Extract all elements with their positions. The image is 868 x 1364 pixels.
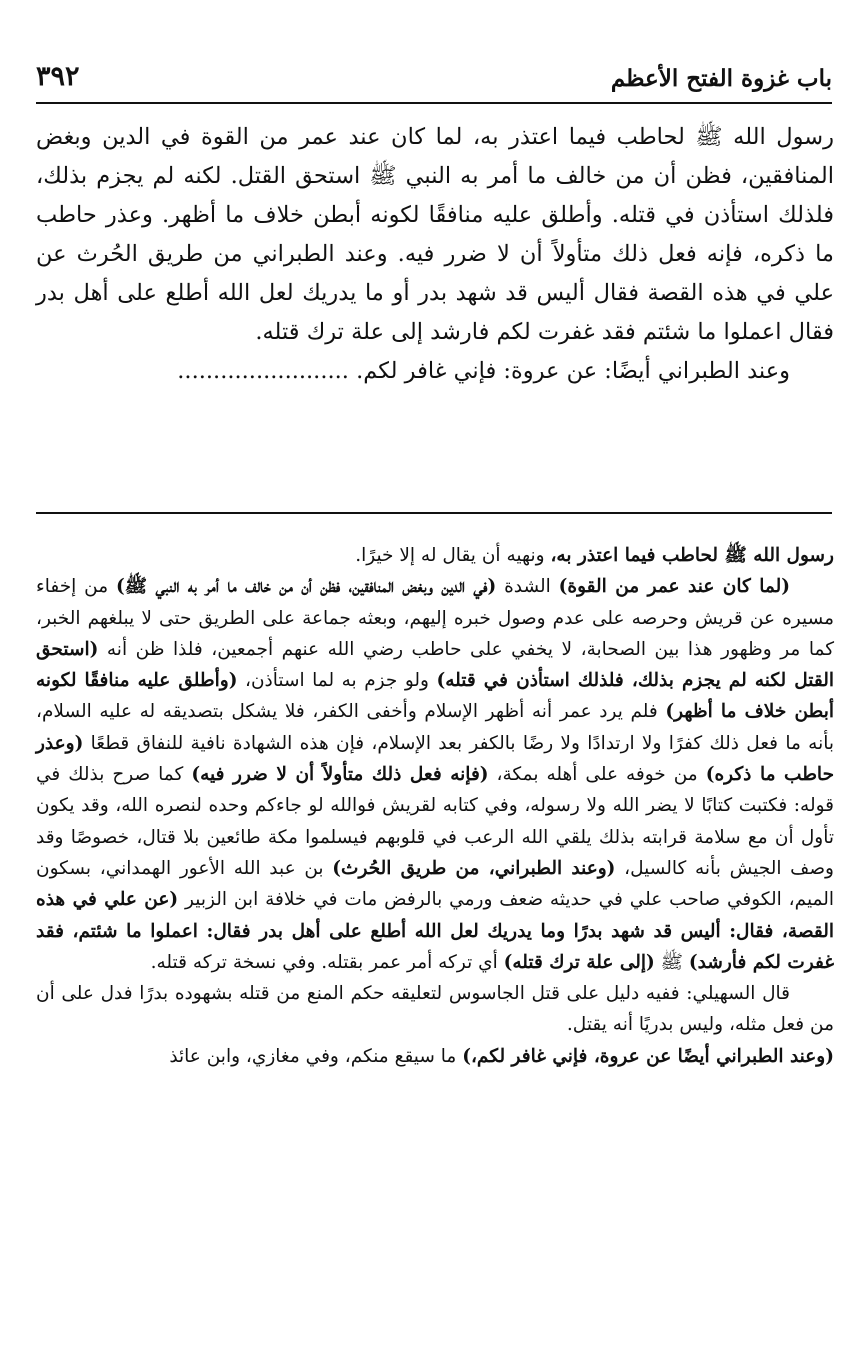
page-header: [36, 58, 832, 92]
commentary-text-run: ﷺ: [654, 951, 689, 973]
page-number: ٣٩٢: [36, 61, 80, 92]
bold-quoted-text: رسول الله ﷺ لحاطب فيما اعتذر به،: [550, 545, 834, 566]
ellipsis-dots: ........................: [177, 358, 349, 384]
main-paragraph-tabarani: [36, 352, 834, 391]
commentary-paragraph: [36, 1041, 834, 1072]
commentary-text-run: فلم يرد عمر أنه أظهر الإسلام وأخفى الكفر، فلا يشكل بتصديقه له عليه السلام، بأنه ما فعل ذلك كفرًا ولا ارتدادًا ولا رضًا بالكفر بعد الإسلام، فإن هذه الشهادة نافية للنفاق قطعًا: [36, 701, 834, 754]
commentary-text-run: بن عبد الله الأعور الهمداني، بسكون الميم، الكوفي صاحب علي في حديثه ضعف ورمي بالرفض مات في خلافة ابن الزبير: [36, 857, 835, 911]
commentary-text-run: كما صرح بذلك في قوله: فكتبت كتابًا لا يضر الله ولا رسوله، وفي كتابه لقريش فوالله لو جاءكم وحده لنصره الله، وقد يكون تأول أن مع سلامة قرابته بذلك يلقي الله الرعب في قلوبهم فيسلموا مكة طائعين بلا قتال، خصوصًا وقد وصف الجيش بأنه كالسيل،: [36, 764, 834, 879]
bold-quoted-text: (عن علي في هذه القصة، فقال: أليس قد شهد بدرًا وما يدريك لعل الله أطلع على أهل بدر فقال: اعملوا ما شئتم، فقد غفرت لكم فأرشد): [36, 889, 834, 973]
main-paragraph: رسول الله ﷺ لحاطب فيما اعتذر به، لما كان عند عمر من القوة في الدين وبغض المنافقين، فظن أن من خالف ما أمر به النبي ﷺ استحق القتل. لكنه لم يجزم بذلك، فلذلك استأذن في قتله. وأطلق عليه منافقًا لكونه أبطن خلاف ما أظهر. وعذر حاطب ما ذكره، فإنه فعل ذلك متأولاً أن لا ضرر فيه. وعند الطبراني من طريق الحُرث عن علي في هذه القصة فقال أليس قد شهد بدر أو ما يدريك لعل الله أطلع على أهل بدر فقال اعملوا ما شئتم فقد غفرت لكم فارشد إلى علة ترك قتله.: [36, 124, 834, 345]
commentary-text-run: ولو جزم به لما استأذن،: [237, 670, 437, 692]
running-title: باب غزوة الفتح الأعظم: [610, 65, 832, 92]
commentary-text-run: من خوفه على أهله بمكة،: [488, 764, 706, 786]
commentary-text-run: ما سيقع منكم، وفي مغازي، وابن عائذ: [169, 1045, 463, 1067]
header-rule: [36, 102, 832, 104]
bold-quoted-text: (وعذر حاطب ما ذكره): [36, 732, 835, 786]
bold-quoted-text: (في الدين وبغض المنافقين، فظن أن من خالف ما أمر به النبي ﷺ): [116, 576, 497, 598]
commentary-paragraph: [36, 540, 834, 571]
commentary-text: [36, 540, 834, 1072]
bold-quoted-text: (إلى علة ترك قتله): [503, 951, 655, 973]
main-text: [36, 118, 834, 391]
main-paragraph-text: وعند الطبراني أيضًا: عن عروة: فإني غافر لكم.: [356, 358, 790, 384]
commentary-text-run: أي تركه أمر عمر بقتله. وفي نسخة تركه قتله.: [150, 951, 504, 973]
bold-quoted-text: (وعند الطبراني أيضًا عن عروة، فإني غافر لكم،): [462, 1045, 834, 1067]
bold-quoted-text: (استحق القتل لكنه لم يجزم بذلك، فلذلك استأذن في قتله): [36, 638, 834, 692]
commentary-text-run: من إخفاء مسيره عن قريش وحرصه على عدم وصول خبره إليهم، وبعثه جماعة على الطريق حتى لا يبلغهم الخبر، كما مر وظهور هذا بين الصحابة، لا يخفي على حاطب رضي الله عنهم أجمعين، فلذا ظن أنه: [36, 576, 834, 660]
commentary-text-run: ونهيه أن يقال له إلا خيرًا.: [355, 545, 551, 566]
commentary-text-run: الشدة: [496, 576, 559, 598]
bold-quoted-text: (وأطلق عليه منافقًا لكونه أبطن خلاف ما أظهر): [36, 670, 834, 723]
commentary-paragraph: [36, 571, 834, 978]
bold-quoted-text: (وعند الطبراني، من طريق الحُرث): [332, 857, 616, 879]
commentary-paragraph-suhayli: قال السهيلي: ففيه دليل على قتل الجاسوس لتعليقه حكم المنع من قتله بشهوده بدرًا فدل على أن من فعل مثله، وليس بدريًا أنه يقتل.: [36, 983, 834, 1036]
footnote-divider: [36, 512, 832, 514]
bold-quoted-text: (فإنه فعل ذلك متأولاً أن لا ضرر فيه): [191, 764, 489, 786]
bold-quoted-text: (لما كان عند عمر من القوة): [558, 576, 790, 598]
